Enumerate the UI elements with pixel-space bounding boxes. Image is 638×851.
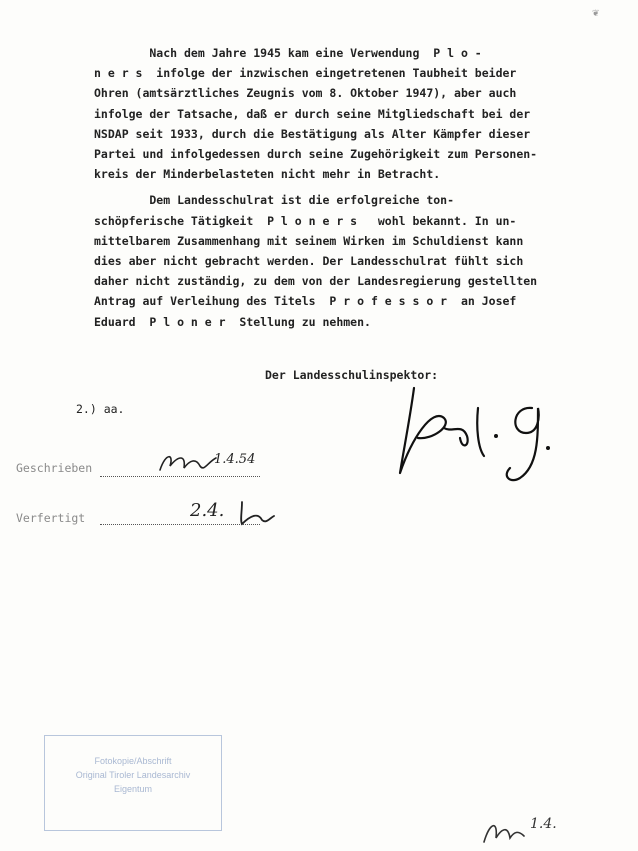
bottom-handwritten-date: 1.4.	[530, 816, 557, 832]
letter-line: NSDAP seit 1933, durch die Bestätigung als Alter Kämpfer dieser	[94, 126, 531, 141]
letter-line: mittelbarem Zusammenhang mit seinem Wirken im Schuldienst kann	[94, 233, 524, 248]
stamp-line-2: Original Tiroler Landesarchiv	[75, 770, 191, 780]
bottom-handwritten-mark	[478, 812, 538, 848]
letter-line: n e r s infolge der inzwischen eingetretenen Taubheit beider	[94, 66, 517, 81]
letter-line: Ohren (amtsärztliches Zeugnis vom 8. Oktober 1947), aber auch	[94, 86, 517, 101]
letter-line: infolge der Tatsache, daß er durch seine Mitgliedschaft bei der	[94, 106, 531, 121]
letter-line: dies aber nicht gebracht werden. Der Landesschulrat fühlt sich	[94, 254, 524, 268]
letter-line: kreis der Minderbelasteten nicht mehr in Betracht.	[94, 167, 441, 182]
stamp-line-1: Fotokopie/Abschrift	[94, 756, 172, 766]
letter-line: Nach dem Jahre 1945 kam eine Verwendung P l o -	[94, 46, 482, 60]
letter-line: daher nicht zuständig, zu dem von der Landesregierung gestellten	[94, 274, 538, 289]
verfertigt-label: Verfertigt	[16, 511, 86, 525]
letter-line: Dem Landesschulrat ist die erfolgreiche ton-	[94, 193, 455, 208]
geschrieben-label: Geschrieben	[16, 461, 93, 475]
signatory-line: Der Landesschulinspektor:	[265, 368, 439, 382]
handwritten-date-2: 2.4.	[190, 500, 225, 521]
stamp-line-3: Eigentum	[113, 784, 153, 794]
letter-line: Antrag auf Verleihung des Titels P r o f e s s o r an Josef	[94, 294, 517, 309]
item-reference: 2.) aa.	[76, 402, 125, 416]
letter-line: schöpferische Tätigkeit P l o n e r s wohl bekannt. In un-	[94, 213, 517, 228]
handwritten-initials-2	[236, 498, 276, 528]
handwritten-date-1: 1.4.54	[214, 452, 256, 467]
signature	[392, 378, 562, 488]
archive-stamp	[44, 735, 222, 831]
corner-mark: ❦	[592, 8, 600, 18]
letter-line: Partei und infolgedessen durch seine Zugehörigkeit zum Personen-	[94, 147, 538, 161]
letter-line: Eduard P l o n e r Stellung zu nehmen.	[94, 314, 371, 329]
